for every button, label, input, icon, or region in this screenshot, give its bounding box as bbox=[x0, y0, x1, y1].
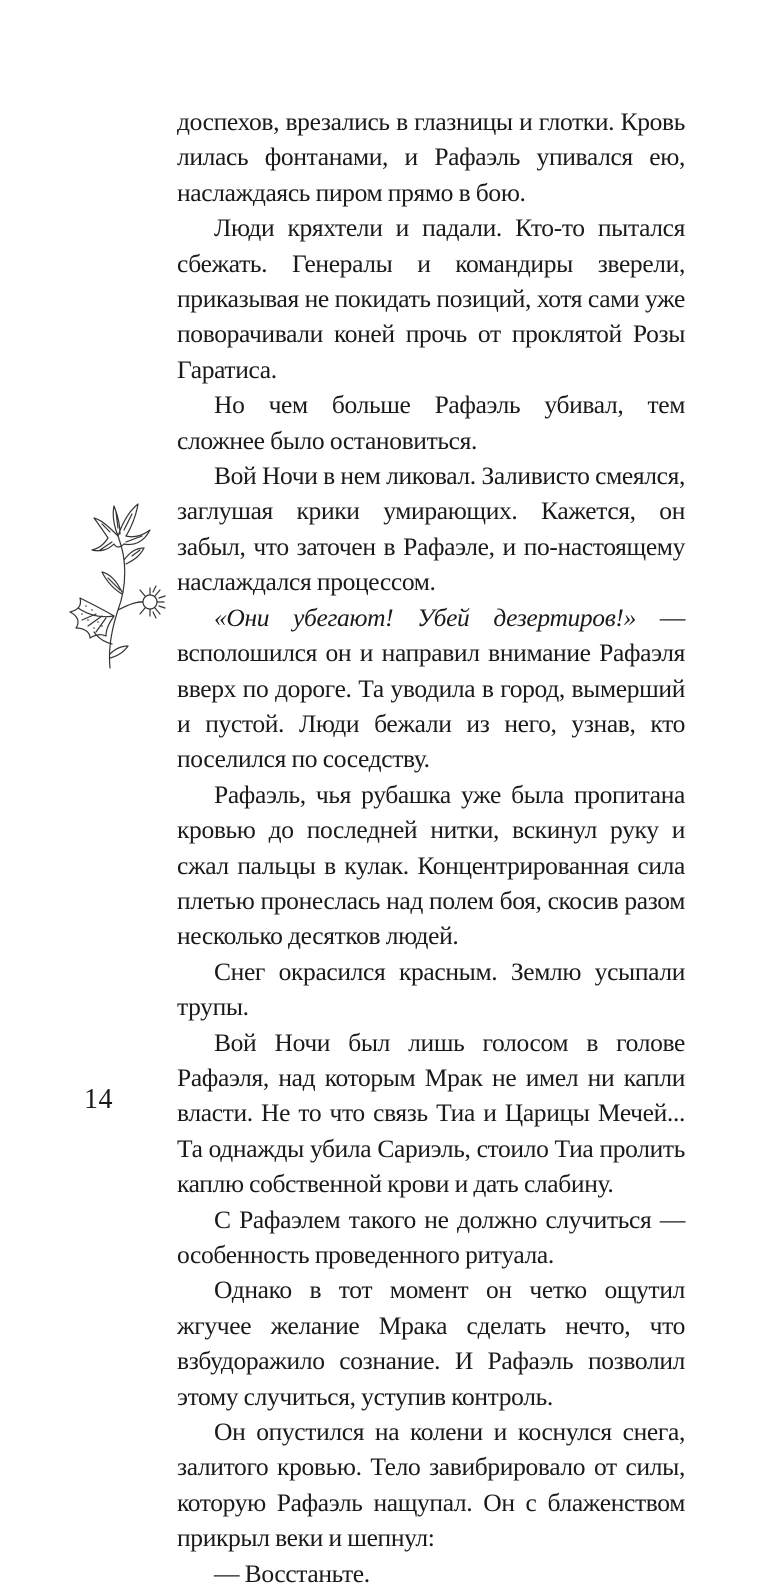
paragraph: Однако в тот момент он четко ощутил жгучее желание Мрака сделать нечто, что взбудоражило сознание. И Рафаэль позволил этому случиться, уступив контроль. bbox=[177, 1275, 685, 1411]
paragraph: Вой Ночи был лишь голосом в голове Рафаэля, над которым Мрак не имел ни капли власти. Не то что связь Тиа и Царицы Мечей... Та однажды убила Сариэль, стоило Тиа пролить каплю собственной крови и дать слабину. bbox=[177, 1027, 685, 1199]
paragraph: Люди кряхтели и падали. Кто-то пытался сбежать. Генералы и командиры зверели, приказывая не покидать позиций, хотя сами уже поворачивали коней прочь от проклятой Розы Гаратиса. bbox=[177, 213, 685, 384]
paragraph: Снег окрасился красным. Землю усыпали трупы. bbox=[177, 956, 685, 1022]
paragraph: Вой Ночи в нем ликовал. Заливисто смеялся, заглушая крики умирающих. Кажется, он забыл, что заточен в Рафаэле, и по-настоящему наслаждался процессом. bbox=[177, 461, 685, 597]
paragraph: Рафаэль, чья рубашка уже была пропитана кровью до последней нитки, вскинул руку и сжал пальцы в кулак. Концентрированная сила плетью пронеслась над полем боя, скосив разом несколько десятков людей. bbox=[177, 779, 685, 951]
flower-sketch-icon bbox=[52, 498, 170, 670]
body-text bbox=[177, 104, 685, 1591]
paragraph: Он опустился на колени и коснулся снега, залитого кровью. Тело завибрировало от силы, которую Рафаэль нащупал. Он с блаженством прикрыл веки и шепнул: bbox=[177, 1417, 685, 1553]
paragraph: доспехов, врезались в глазницы и глотки. Кровь лилась фонтанами, и Рафаэль упивался ею, наслаждаясь пиром прямо в бою. bbox=[177, 107, 685, 207]
italic-quote: «Они убегают! Убей дезертиров!» bbox=[214, 602, 636, 632]
paragraph-dialogue bbox=[177, 600, 685, 777]
paragraph-continuation: — всполошился он и направил внимание Рафаэля вверх по дороге. Та уводила в город, вымерший и пустой. Люди бежали из него, узнав, кто поселился по соседству. bbox=[177, 602, 685, 774]
paragraph: С Рафаэлем такого не должно случиться — особенность проведенного ритуала. bbox=[177, 1204, 685, 1269]
paragraph-dialogue-line: — Восстаньте. bbox=[214, 1558, 370, 1588]
paragraph: Но чем больше Рафаэль убивал, тем сложнее было остановиться. bbox=[177, 390, 685, 455]
page-number: 14 bbox=[84, 1084, 113, 1115]
